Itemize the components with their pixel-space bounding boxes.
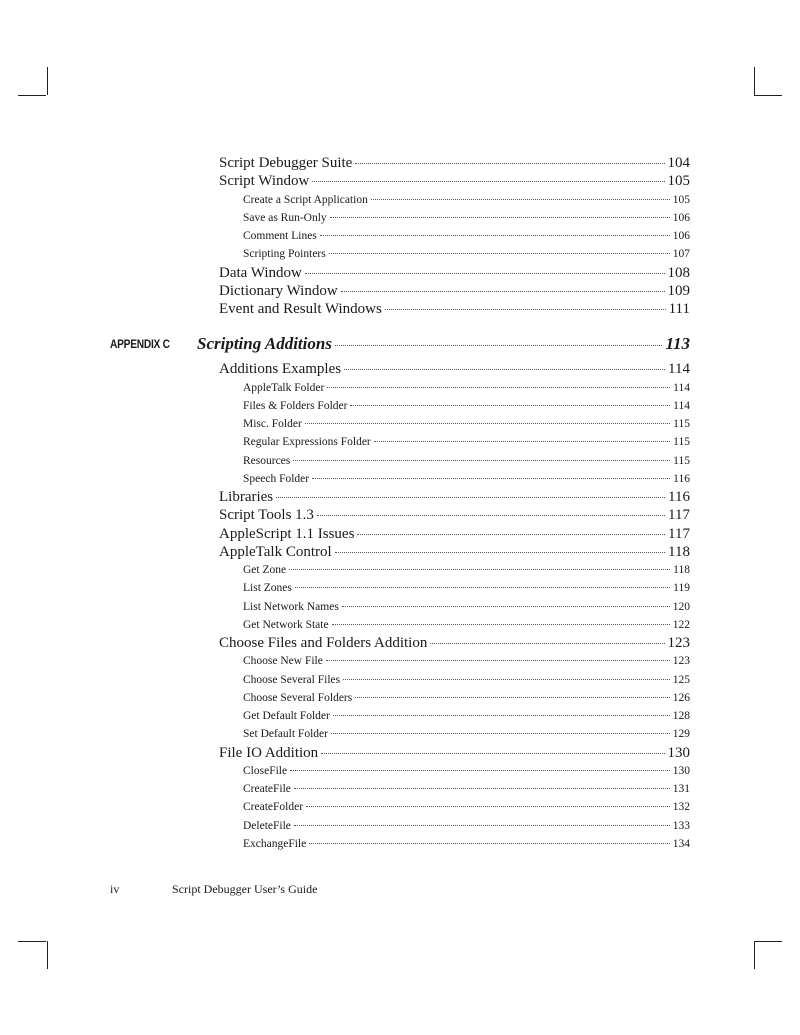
toc-entry-title: Event and Result Windows xyxy=(219,301,382,317)
toc-entry-page: 115 xyxy=(673,436,690,449)
toc-entry[interactable] xyxy=(219,488,690,506)
crop-mark xyxy=(754,95,782,96)
toc-entry-title: CreateFile xyxy=(243,783,291,795)
toc-leader xyxy=(331,733,670,734)
toc-entry-page: 134 xyxy=(672,837,690,850)
toc-leader xyxy=(357,534,665,535)
toc-entry-title: Additions Examples xyxy=(219,361,342,378)
toc-leader xyxy=(312,181,664,182)
toc-entry-title: ExchangeFile xyxy=(243,837,307,850)
toc-entry[interactable] xyxy=(219,744,690,762)
toc-entry[interactable] xyxy=(243,579,690,597)
crop-mark xyxy=(754,941,782,942)
toc-entry-page: 113 xyxy=(665,334,690,354)
toc-entry[interactable] xyxy=(243,433,690,451)
toc-entry-title: Scripting Additions xyxy=(197,334,332,354)
toc-leader xyxy=(305,273,665,274)
toc-entry[interactable] xyxy=(219,172,690,190)
toc-entry-title: Set Default Folder xyxy=(243,728,328,741)
toc-leader xyxy=(332,624,670,625)
toc-leader xyxy=(385,309,666,310)
toc-leader xyxy=(329,253,670,254)
toc-entry[interactable] xyxy=(219,634,690,652)
toc-entry-page: 117 xyxy=(668,525,690,542)
toc-leader xyxy=(306,806,670,807)
toc-entry-page: 116 xyxy=(668,489,690,505)
toc-entry[interactable] xyxy=(219,300,690,318)
toc-leader xyxy=(293,460,670,461)
crop-mark xyxy=(754,941,755,969)
toc-leader xyxy=(317,515,665,516)
toc-entry-page: 107 xyxy=(672,248,690,261)
toc-leader xyxy=(289,569,670,570)
toc-entry-page: 130 xyxy=(672,764,690,777)
toc-entry[interactable] xyxy=(243,616,690,634)
toc-entry[interactable] xyxy=(219,264,690,282)
toc-leader xyxy=(312,478,670,479)
crop-mark xyxy=(18,95,46,96)
toc-leader xyxy=(344,369,665,370)
footer-page-number: iv xyxy=(110,882,120,896)
toc-entry[interactable] xyxy=(243,707,690,725)
toc-entry-title: Speech Folder xyxy=(243,472,310,485)
toc-leader xyxy=(330,217,670,218)
toc-entry[interactable] xyxy=(243,415,690,433)
toc-leader xyxy=(276,497,665,498)
toc-leader xyxy=(320,235,670,236)
toc-leader xyxy=(430,643,664,644)
toc-entry-title: AppleScript 1.1 Issues xyxy=(219,525,355,542)
toc-leader xyxy=(371,199,670,200)
toc-leader xyxy=(326,660,670,661)
toc-entry[interactable] xyxy=(243,835,690,853)
toc-entry-title: AppleTalk Folder xyxy=(243,381,325,394)
toc-entry[interactable] xyxy=(243,397,690,415)
toc-entry[interactable] xyxy=(243,209,690,227)
toc-entry-title: File IO Addition xyxy=(219,744,319,761)
toc-entry-title: Misc. Folder xyxy=(243,418,302,430)
toc-entry-page: 133 xyxy=(672,819,690,832)
toc-entry-page: 104 xyxy=(667,155,690,171)
toc-entry[interactable] xyxy=(219,525,690,543)
toc-entry-page: 132 xyxy=(672,801,690,814)
toc-leader xyxy=(295,587,670,588)
footer-book-title: Script Debugger User’s Guide xyxy=(172,882,318,896)
toc-entry[interactable] xyxy=(243,561,690,579)
toc-entry-page: 114 xyxy=(673,381,690,394)
crop-mark xyxy=(47,941,48,969)
toc-leader xyxy=(355,163,664,164)
toc-entry[interactable] xyxy=(219,360,690,378)
toc-entry-title: CloseFile xyxy=(243,764,288,777)
toc-leader xyxy=(341,291,665,292)
toc-entry-title: CreateFolder xyxy=(243,801,304,814)
toc-entry-title: Choose Several Files xyxy=(243,673,341,686)
toc-entry[interactable] xyxy=(243,652,690,670)
toc-entry-page: 118 xyxy=(673,564,690,576)
toc-appendix-entry[interactable] xyxy=(197,334,690,354)
toc-entry-page: 131 xyxy=(672,783,690,795)
toc-entry-title: Get Zone xyxy=(243,564,287,576)
toc-entry-page: 123 xyxy=(672,655,690,668)
toc-leader xyxy=(321,753,664,754)
toc-entry-page: 126 xyxy=(672,691,690,704)
toc-entry-page: 125 xyxy=(672,673,690,686)
toc-entry-title: Get Default Folder xyxy=(243,710,330,722)
toc-entry-page: 116 xyxy=(673,472,690,485)
toc-entry-page: 106 xyxy=(672,211,690,224)
toc-leader xyxy=(335,345,663,346)
toc-entry-title: Script Window xyxy=(219,173,310,190)
toc-entry-title: Files & Folders Folder xyxy=(243,399,348,412)
toc-entry[interactable] xyxy=(243,798,690,816)
toc-entry-page: 105 xyxy=(667,173,690,190)
toc-entry[interactable] xyxy=(243,689,690,707)
toc-leader xyxy=(294,788,670,789)
toc-entry[interactable] xyxy=(243,762,690,780)
toc-leader xyxy=(327,387,670,388)
toc-leader xyxy=(355,697,670,698)
toc-entry[interactable] xyxy=(243,227,690,245)
toc-entry[interactable] xyxy=(219,154,690,172)
toc-leader xyxy=(335,552,665,553)
toc-entry-title: Resources xyxy=(243,454,291,467)
toc-entry-title: Get Network State xyxy=(243,618,329,631)
appendix-label: APPENDIX C xyxy=(110,337,170,352)
toc-entry-title: Script Tools 1.3 xyxy=(219,507,314,524)
toc-entry-title: List Network Names xyxy=(243,600,339,613)
toc-leader xyxy=(294,825,670,826)
toc-entry[interactable] xyxy=(243,191,690,209)
toc-entry-title: List Zones xyxy=(243,582,292,595)
crop-mark xyxy=(47,67,48,95)
toc-entry-page: 118 xyxy=(668,543,690,560)
toc-entry-page: 115 xyxy=(673,454,690,467)
toc-leader xyxy=(305,423,670,424)
toc-entry[interactable] xyxy=(243,452,690,470)
toc-entry-page: 123 xyxy=(667,635,690,651)
toc-leader xyxy=(343,679,670,680)
toc-entry[interactable] xyxy=(243,780,690,798)
toc-entry-title: Dictionary Window xyxy=(219,282,338,299)
toc-entry-title: Choose Several Folders xyxy=(243,691,353,704)
toc-entry-title: Data Window xyxy=(219,264,302,281)
toc-entry-title: Script Debugger Suite xyxy=(219,155,353,171)
toc-leader xyxy=(374,441,670,442)
toc-entry-page: 130 xyxy=(667,744,690,761)
toc-entry-page: 122 xyxy=(672,618,690,631)
toc-entry-title: Save as Run-Only xyxy=(243,211,327,224)
toc-entry[interactable] xyxy=(243,671,690,689)
toc-entry-page: 120 xyxy=(672,600,690,613)
toc-leader xyxy=(342,606,670,607)
toc-entry-title: AppleTalk Control xyxy=(219,543,332,560)
toc-entry-title: Libraries xyxy=(219,489,274,505)
toc-entry-title: Create a Script Application xyxy=(243,193,368,206)
toc-leader xyxy=(309,843,670,844)
toc-entry-title: Comment Lines xyxy=(243,230,317,242)
toc-entry[interactable] xyxy=(219,282,690,300)
crop-mark xyxy=(18,941,46,942)
toc-entry-page: 111 xyxy=(668,301,690,317)
crop-mark xyxy=(754,67,755,95)
toc-entry[interactable] xyxy=(219,506,690,524)
toc-leader xyxy=(290,770,670,771)
toc-entry-title: Regular Expressions Folder xyxy=(243,436,371,449)
toc-entry-page: 114 xyxy=(673,399,690,412)
toc-leader xyxy=(333,715,670,716)
toc-entry-page: 115 xyxy=(673,418,690,430)
toc-leader xyxy=(350,405,670,406)
toc-entry[interactable] xyxy=(243,598,690,616)
toc-entry-title: Scripting Pointers xyxy=(243,248,326,261)
toc-entry-page: 106 xyxy=(672,230,690,242)
toc-entry-page: 128 xyxy=(672,710,690,722)
toc-entry-page: 129 xyxy=(672,728,690,741)
toc-entry-page: 119 xyxy=(673,582,690,595)
toc-entry-page: 109 xyxy=(667,282,690,299)
toc-entry[interactable] xyxy=(243,379,690,397)
toc-entry[interactable] xyxy=(243,817,690,835)
toc-entry[interactable] xyxy=(243,470,690,488)
toc-entry[interactable] xyxy=(243,245,690,263)
toc-entry[interactable] xyxy=(219,543,690,561)
toc-entry-page: 114 xyxy=(668,361,690,378)
toc-entry-page: 117 xyxy=(668,507,690,524)
toc-entry-title: Choose New File xyxy=(243,655,323,668)
toc-entry-title: Choose Files and Folders Addition xyxy=(219,635,428,651)
toc-entry-page: 108 xyxy=(667,264,690,281)
toc-entry[interactable] xyxy=(243,725,690,743)
toc-entry-page: 105 xyxy=(672,193,690,206)
toc-entry-title: DeleteFile xyxy=(243,819,291,832)
